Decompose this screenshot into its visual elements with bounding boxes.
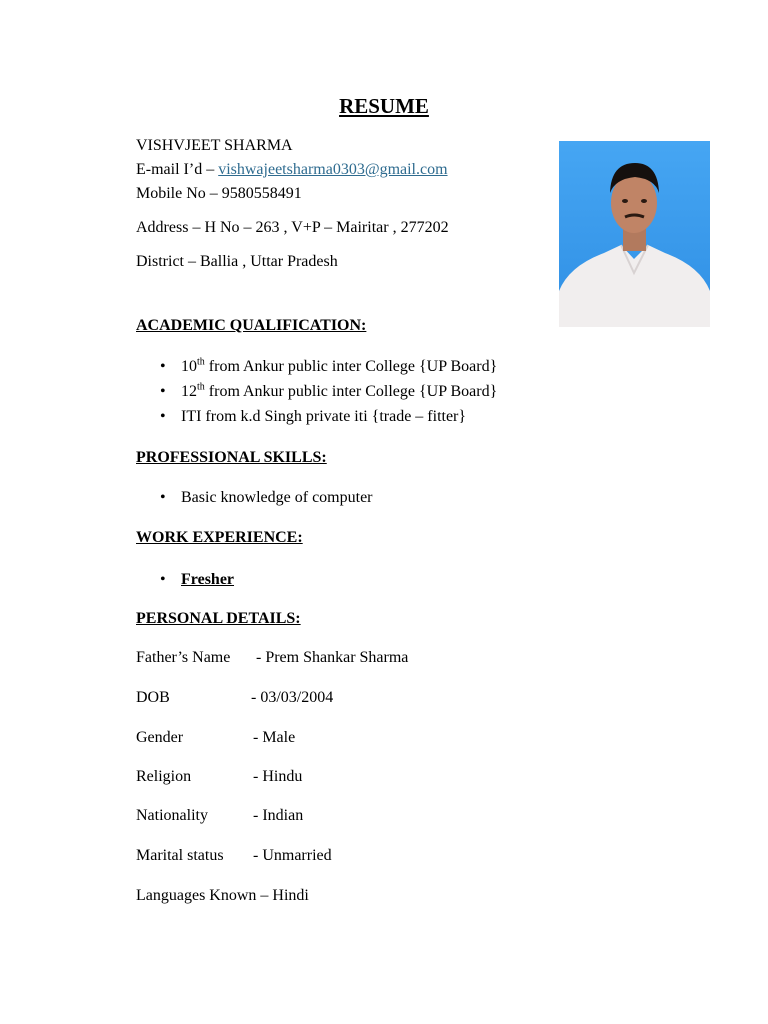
resume-title: RESUME [339,94,429,118]
dob-label: DOB [136,689,170,706]
list-item: • Basic knowledge of computer [160,489,373,506]
academic-heading: ACADEMIC QUALIFICATION: [136,317,367,334]
person-portrait-icon [559,141,710,327]
candidate-name: VISHVJEET SHARMA [136,137,293,154]
academic-list [160,357,497,432]
skills-heading: PROFESSIONAL SKILLS: [136,449,327,466]
list-item: • Fresher [160,571,235,588]
father-name-label: Father’s Name [136,649,231,666]
list-item: • ITI from k.d Singh private iti {trade – fitter} [160,408,467,425]
marital-status-label: Marital status [136,847,224,864]
experience-list [160,570,234,595]
skills-list [160,488,373,513]
gender-label: Gender [136,729,184,746]
religion-value: - Hindu [253,768,303,785]
dob-value: - 03/03/2004 [251,689,334,706]
email-link[interactable]: vishwajeetsharma0303@gmail.com [218,161,448,178]
personal-heading: PERSONAL DETAILS: [136,610,301,627]
marital-status-value: - Unmarried [253,847,332,864]
district-line: District – Ballia , Uttar Pradesh [136,253,338,270]
mobile-line: Mobile No – 9580558491 [136,185,302,202]
bullet-icon: • [160,383,166,400]
languages-line: Languages Known – Hindi [136,887,309,904]
bullet-icon: • [160,571,166,588]
father-name-value: - Prem Shankar Sharma [256,649,409,666]
religion-label: Religion [136,768,192,785]
bullet-icon: • [160,358,166,375]
profile-photo [559,141,710,327]
list-item: • 10th from Ankur public inter College {UP Board} [160,356,498,375]
email-line [136,160,448,180]
email-label: E-mail I’d – [136,161,219,178]
experience-heading: WORK EXPERIENCE: [136,529,303,546]
nationality-label: Nationality [136,807,208,824]
bullet-icon: • [160,489,166,506]
list-item: • 12th from Ankur public inter College {UP Board} [160,381,498,400]
address-line: Address – H No – 263 , V+P – Mairitar , 277202 [136,219,449,236]
bullet-icon: • [160,408,166,425]
nationality-value: - Indian [253,807,304,824]
gender-value: - Male [253,729,296,746]
